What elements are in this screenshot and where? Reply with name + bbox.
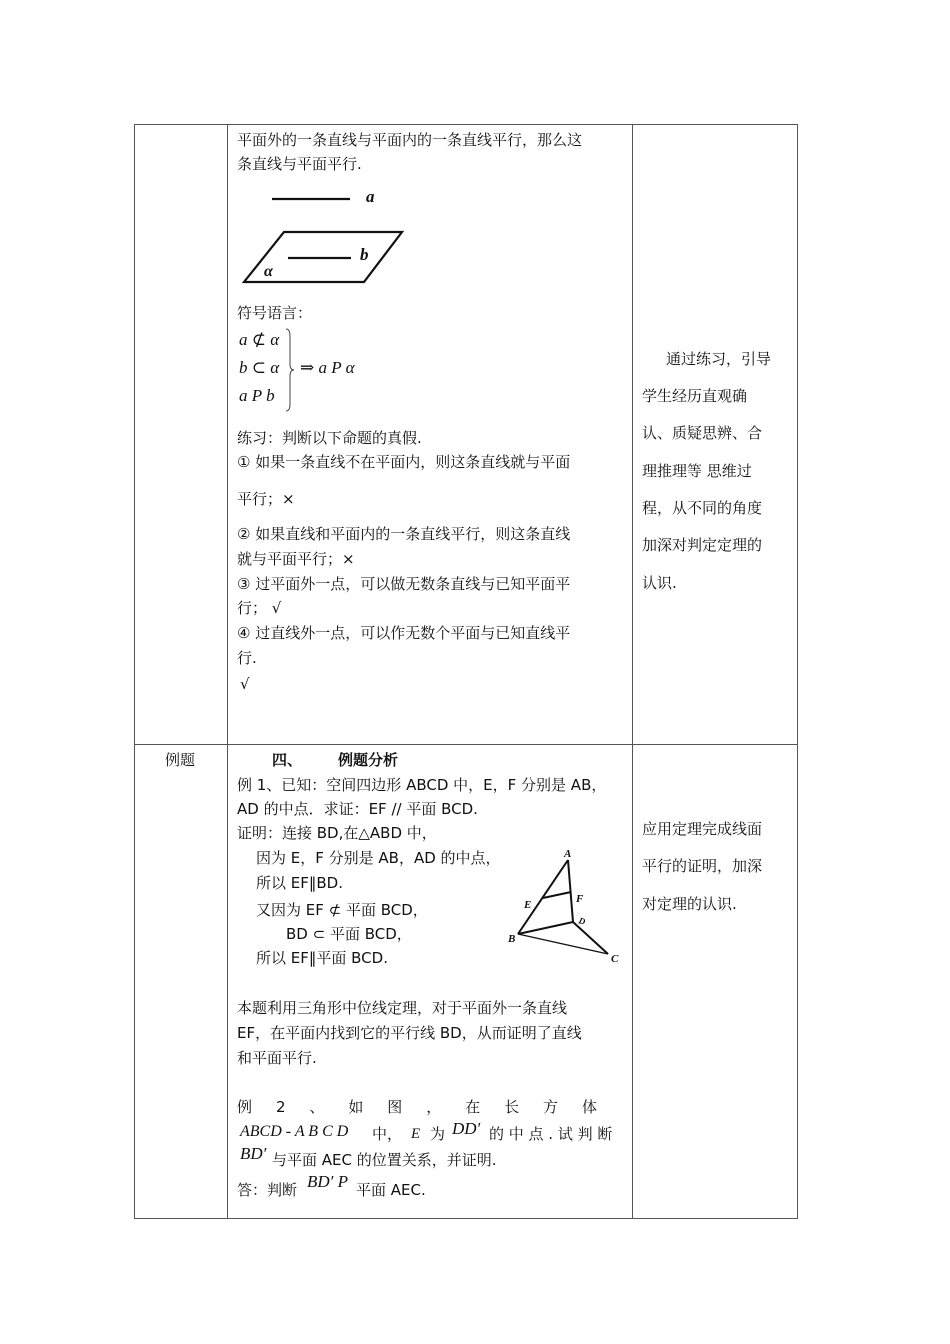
exercise-3-line-1: ③ 过平面外一点，可以做无数条直线与已知平面平 (237, 575, 571, 593)
label-b: b (360, 245, 369, 264)
line-plane-figure (236, 184, 416, 290)
triangle-figure (500, 842, 630, 968)
note-line: 理推理等 思维过 (642, 462, 752, 480)
point-E: E (524, 899, 532, 911)
example2-segment-DD: DD′ (452, 1119, 481, 1138)
note-line: 认识. (642, 574, 677, 592)
note-line: 平行的证明，加深 (642, 857, 763, 875)
symbol-premise-2: b ⊂ α (239, 358, 280, 377)
proof-line-3: 所以 EF‖BD. (256, 874, 343, 892)
example2-wei: 为 (430, 1125, 446, 1143)
example2-cuboid-name: ABCD - A B C D (240, 1123, 349, 1140)
example2-line-1 (237, 1097, 597, 1117)
example2-line-2-text: 中， (372, 1125, 403, 1143)
exercise-title: 练习：判断以下命题的真假. (237, 429, 422, 447)
e2-token: 在 (465, 1098, 481, 1116)
e2-token: 图 (387, 1098, 403, 1116)
right-brace (284, 328, 296, 412)
proof-line-1: 证明：连接 BD,在△ABD 中， (237, 824, 437, 842)
note-line-3: 和平面平行. (237, 1049, 317, 1067)
symbol-language-title: 符号语言： (237, 304, 313, 322)
exercise-2-line-1: ② 如果直线和平面内的一条直线平行，则这条直线 (237, 525, 571, 543)
example2-line-2-end: 的 中 点 . 试 判 断 (489, 1125, 613, 1143)
table-col-divider-2 (632, 124, 633, 1219)
note-line: 通过练习，引导 (666, 350, 772, 368)
edge-BC (518, 934, 608, 954)
example2-point-E: E (411, 1126, 421, 1142)
table-border-right (797, 124, 798, 1219)
e2-token: 如 (348, 1098, 364, 1116)
note-line: 程，从不同的角度 (642, 499, 763, 517)
answer-prefix: 答：判断 (237, 1181, 298, 1199)
example1-line-2: AD 的中点．求证：EF // 平面 BCD. (237, 800, 478, 818)
row2-label: 例题 (165, 751, 196, 769)
e2-token: 2 (275, 1098, 286, 1116)
e2-token: ， (426, 1098, 442, 1116)
exercise-3-line-2: 行； √ (237, 599, 282, 617)
e2-token: 长 (504, 1098, 520, 1116)
proof-line-5: BD ⊂ 平面 BCD， (286, 925, 412, 943)
section-heading-number: 四、 (272, 751, 303, 769)
point-D: D (577, 915, 587, 927)
vertex-C: C (611, 953, 619, 965)
symbol-premise-3: a P b (239, 386, 275, 405)
e2-token: 方 (543, 1098, 559, 1116)
note-line: 对定理的认识. (642, 895, 737, 913)
note-line: 加深对判定定理的 (642, 536, 763, 554)
exercise-2-line-2: 就与平面平行；× (237, 550, 355, 568)
proof-line-2: 因为 E，F 分别是 AB，AD 的中点， (256, 849, 501, 867)
section-heading-text: 例题分析 (338, 751, 399, 769)
example2-line-3: 与平面 AEC 的位置关系，并证明. (272, 1151, 497, 1169)
answer-math: BD′ P (307, 1172, 349, 1191)
example1-line-1: 例 1、已知：空间四边形 ABCD 中，E，F 分别是 AB， (237, 776, 607, 794)
note-line: 认、质疑思辨、合 (642, 424, 763, 442)
answer-suffix: 平面 AEC. (356, 1181, 426, 1199)
proof-line-6: 所以 EF‖平面 BCD. (256, 949, 388, 967)
point-F: F (576, 893, 584, 905)
table-row-divider (134, 744, 798, 745)
exercise-4-line-1: ④ 过直线外一点，可以作无数个平面与已知直线平 (237, 624, 571, 642)
proof-line-4: 又因为 EF ⊄ 平面 BCD， (256, 901, 428, 919)
symbol-conclusion: ⇒ a P α (300, 358, 355, 377)
note-line-1: 本题利用三角形中位线定理，对于平面外一条直线 (237, 999, 568, 1017)
table-border-bottom (134, 1218, 798, 1219)
exercise-4-line-3: √ (240, 675, 250, 693)
label-a: a (366, 187, 375, 206)
e2-token: 例 (237, 1098, 253, 1116)
label-alpha: α (264, 263, 273, 280)
e2-token: 、 (309, 1098, 325, 1116)
example2-segment-BD: BD′ (240, 1144, 267, 1163)
table-col-divider-1 (227, 124, 228, 1219)
theorem-line-2: 条直线与平面平行. (237, 155, 362, 173)
edge-DC (573, 922, 608, 954)
table-border-left (134, 124, 135, 1219)
theorem-line-1: 平面外的一条直线与平面内的一条直线平行，那么这 (237, 131, 583, 149)
segment-EF (543, 892, 571, 898)
note-line: 应用定理完成线面 (642, 820, 763, 838)
vertex-A: A (564, 848, 572, 860)
exercise-4-line-2: 行. (237, 649, 257, 667)
exercise-1-line-2: 平行；× (237, 490, 295, 508)
exercise-1-line-1: ① 如果一条直线不在平面内，则这条直线就与平面 (237, 453, 571, 471)
e2-token: 体 (581, 1098, 597, 1116)
note-line-2: EF，在平面内找到它的平行线 BD，从而证明了直线 (237, 1024, 582, 1042)
edge-AD (568, 860, 573, 922)
vertex-B: B (508, 933, 516, 945)
table-border-top (134, 124, 798, 125)
symbol-premise-1: a ⊄ α (239, 330, 280, 349)
note-line: 学生经历直观确 (642, 387, 748, 405)
edge-BD (518, 922, 573, 934)
